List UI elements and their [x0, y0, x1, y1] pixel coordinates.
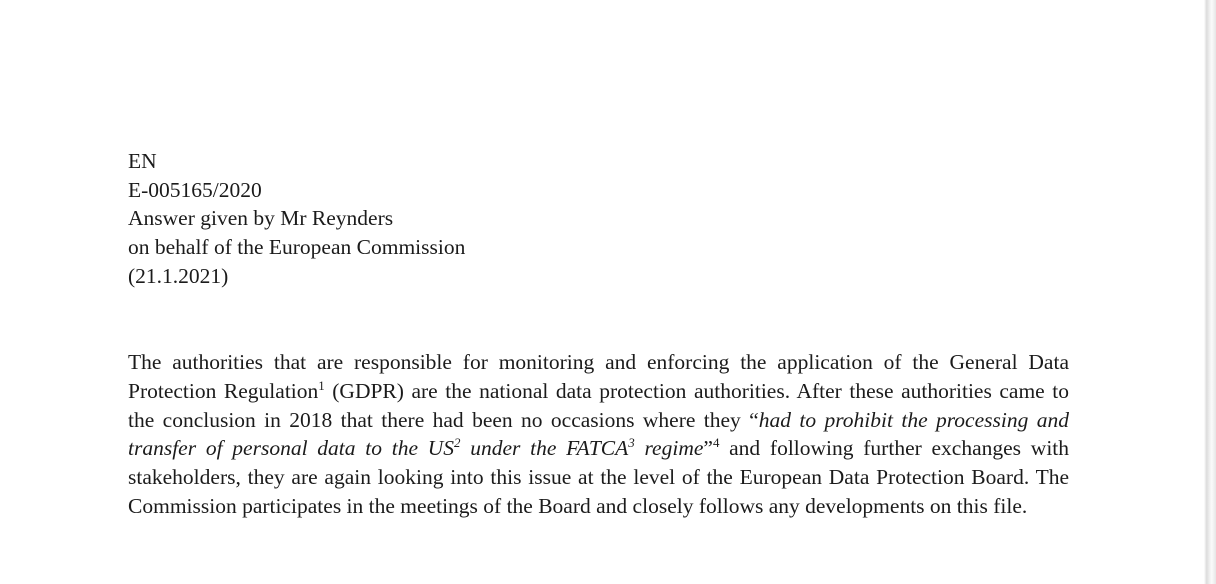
paragraph-segment: had to prohibit the processing and transfer of personal data to the US [128, 407, 1069, 461]
paragraph-segment: 4 [712, 436, 720, 451]
paragraph-segment: and following further exchanges with stakeholders, they are again looking into this issue at the level of the European Data Protection Board. The Commission participates in the meetings of the Board and closely follows any developments on this file. [128, 436, 1070, 518]
paragraph-segment: ” [703, 436, 713, 461]
paragraph-segment: The authorities that are responsible for monitoring and enforcing the application of the General Data Protection Regulation [128, 350, 1069, 403]
document-header [128, 147, 465, 291]
answer-paragraph [128, 348, 1069, 521]
language-code: EN [128, 149, 157, 173]
paragraph-segment: 3 [628, 436, 635, 451]
paragraph-segment: 2 [454, 436, 461, 451]
paragraph-segment: (GDPR) are the national data protection authorities. After these authorities came to the conclusion in 2018 that there had been no occasions where they “ [128, 378, 1069, 432]
reference-number: E-005165/2020 [128, 177, 262, 202]
on-behalf-line: on behalf of the European Commission [128, 235, 466, 260]
scrollbar-track[interactable] [1204, 0, 1216, 584]
paragraph-segment: under the FATCA [460, 436, 629, 461]
answer-given-line: Answer given by Mr Reynders [128, 206, 394, 231]
date-line: (21.1.2021) [128, 263, 229, 288]
paragraph-segment: 1 [318, 378, 325, 393]
paragraph-segment: regime [634, 436, 704, 461]
